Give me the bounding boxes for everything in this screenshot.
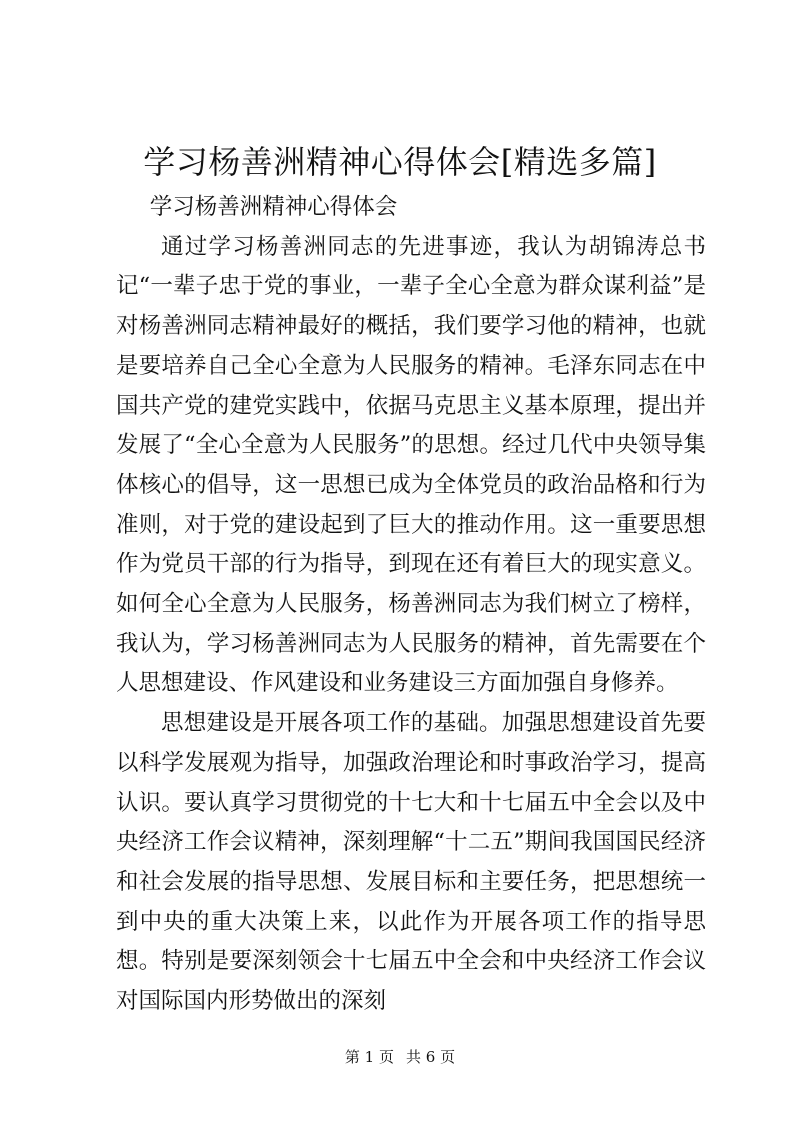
document-body [116,188,706,1022]
paragraph-2: 思想建设是开展各项工作的基础。加强思想建设首先要以科学发展观为指导，加强政治理论和时事政治学习，提高认识。要认真学习贯彻党的十七大和十七届五中全会以及中央经济工作会议精神，深刻理解“十二五”期间我国国民经济和社会发展的指导思想、发展目标和主要任务，把思想统一到中央的重大决策上来，以此作为开展各项工作的指导思想。特别是要深刻领会十七届五中全会和中央经济工作会议对国际国内形势做出的深刻 [116,710,706,1015]
paragraph-1: 通过学习杨善洲同志的先进事迹，我认为胡锦涛总书记“一辈子忠于党的事业，一辈子全心全意为群众谋利益”是对杨善洲同志精神最好的概括，我们要学习他的精神，也就是要培养自己全心全意为人民服务的精神。毛泽东同志在中国共产党的建党实践中，依据马克思主义基本原理，提出并发展了“全心全意为人民服务”的思想。经过几代中央领导集体核心的倡导，这一思想已成为全体党员的政治品格和行为准则，对于党的建设起到了巨大的推动作用。这一重要思想作为党员干部的行为指导，到现在还有着巨大的现实意义。如何全心全意为人民服务，杨善洲同志为我们树立了榜样，我认为，学习杨善洲同志为人民服务的精神，首先需要在个人思想建设、作风建设和业务建设三方面加强自身修养。 [116,233,706,697]
document-title: 学习杨善洲精神心得体会[精选多篇] [143,143,657,181]
document-subtitle: 学习杨善洲精神心得体会 [149,194,398,220]
page-total: 共 6 页 [406,1048,456,1066]
page-footer [0,1047,800,1067]
page-number: 第 1 页 [344,1048,394,1066]
